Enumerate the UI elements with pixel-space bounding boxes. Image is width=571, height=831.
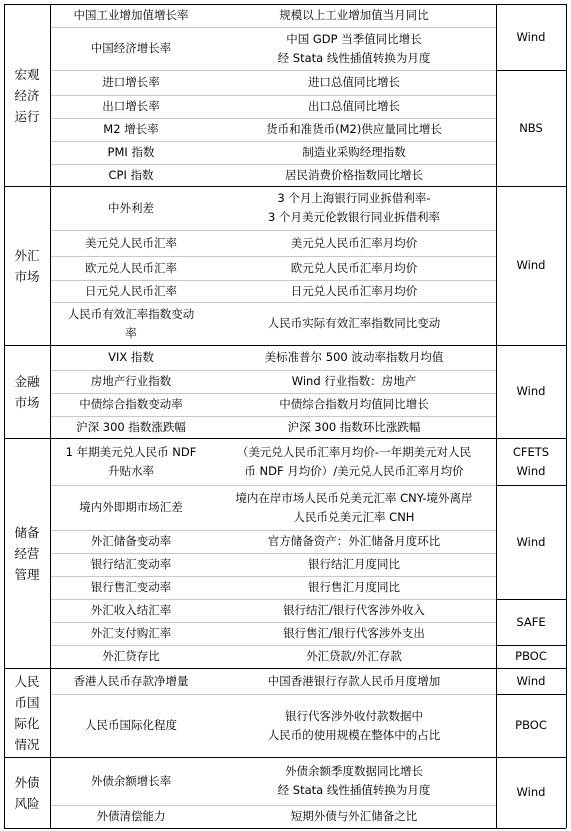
row-divider (496, 668, 566, 669)
row-divider (496, 757, 566, 758)
row-divider (50, 694, 496, 695)
row-divider (496, 599, 566, 600)
description-cell: 短期外债与外汇储备之比 (290, 809, 418, 823)
category-cell: 人民 币国 际化 情况 (14, 673, 40, 752)
description-cell: 中国 GDP 当季值同比增长 经 Stata 线性插值转换为月度 (277, 31, 431, 65)
description-cell: 沪深 300 指数环比涨跌幅 (287, 419, 421, 434)
row-divider (4, 438, 496, 439)
row-divider (50, 280, 496, 281)
description-cell: 美标准普尔 500 波动率指数月均值 (264, 350, 444, 364)
row-divider (4, 186, 496, 187)
indicator-cell: PMI 指数 (107, 145, 155, 159)
source-cell: PBOC (515, 649, 547, 663)
row-divider (50, 530, 496, 531)
row-divider (496, 345, 566, 346)
row-divider (50, 70, 496, 71)
indicator-cell: 中债综合指数变动率 (79, 397, 183, 411)
indicator-cell: 人民币国际化程度 (85, 718, 177, 732)
row-divider (50, 576, 496, 577)
description-cell: 出口总值同比增长 (308, 99, 400, 113)
description-cell: （美元兑人民币汇率月均价-一年期美元对人民 币 NDF 月均价）/美元兑人民币汇率月均价 (236, 444, 472, 478)
row-divider (50, 256, 496, 257)
indicator-cell: 银行售汇变动率 (90, 580, 172, 594)
row-divider (496, 485, 566, 486)
description-cell: 美元兑人民币汇率月均价 (290, 235, 418, 250)
indicator-cell: 沪深 300 指数涨跌幅 (76, 419, 186, 434)
indicator-cell: 进口增长率 (102, 75, 160, 89)
source-cell: Wind (516, 534, 546, 549)
indicator-cell: 房地产行业指数 (90, 374, 172, 388)
indicator-cell: M2 增长率 (103, 122, 159, 136)
description-cell: Wind 行业指数：房地产 (291, 374, 417, 388)
indicator-cell: 出口增长率 (102, 99, 160, 113)
description-cell: 中国香港银行存款人民币月度增加 (267, 673, 441, 688)
indicator-cell: 外汇支付购汇率 (90, 626, 172, 640)
description-cell: 欧元兑人民币汇率月均价 (290, 260, 418, 275)
description-cell: 人民币实际有效汇率指数同比变动 (267, 316, 441, 330)
row-divider (496, 438, 566, 439)
row-divider (496, 694, 566, 695)
row-divider (496, 186, 566, 187)
description-cell: 进口总值同比增长 (308, 75, 400, 89)
row-divider (50, 302, 496, 303)
description-cell: 日元兑人民币汇率月均价 (290, 283, 418, 298)
row-divider (50, 370, 496, 371)
description-cell: 银行结汇月度同比 (308, 557, 400, 571)
category-cell: 储备 经营 管理 (14, 524, 40, 582)
source-cell: Wind (516, 785, 546, 799)
source-cell: Wind (516, 258, 546, 272)
row-divider (4, 4, 496, 5)
row-divider (496, 828, 566, 829)
source-cell: SAFE (516, 614, 546, 629)
category-cell: 外债 风险 (14, 774, 40, 811)
indicator-cell: 中国经济增长率 (90, 41, 172, 55)
source-cell: Wind (516, 384, 546, 398)
description-cell: 外债余额季度数据同比增长 经 Stata 线性插值转换为月度 (277, 764, 431, 797)
row-divider (50, 622, 496, 623)
description-cell: 规模以上工业增加值当月同比 (279, 8, 429, 22)
description-cell: 货币和准货币(M2)供应量同比增长 (266, 122, 442, 136)
description-cell: 银行结汇/银行代客涉外收入 (283, 603, 425, 617)
description-cell: 官方储备资产：外汇储备月度环比 (267, 534, 441, 548)
row-divider (50, 393, 496, 394)
source-cell: Wind (516, 673, 546, 688)
row-divider (50, 553, 496, 554)
column-divider (566, 4, 567, 828)
row-divider (50, 164, 496, 165)
indicator-cell: 香港人民币存款净增量 (73, 673, 189, 688)
row-divider (496, 70, 566, 71)
description-cell: 3 个月上海银行同业拆借利率- 3 个月美元伦敦银行同业拆借利率 (268, 191, 440, 224)
indicator-cell: 外汇收入结汇率 (90, 603, 172, 617)
row-divider (50, 141, 496, 142)
row-divider (50, 27, 496, 28)
source-cell: PBOC (515, 718, 547, 732)
row-divider (4, 828, 496, 829)
description-cell: 银行代客涉外收付款数据中 人民币的使用规模在整体中的占比 (267, 708, 441, 742)
indicator-cell: 日元兑人民币汇率 (85, 283, 177, 298)
row-divider (496, 4, 566, 5)
indicator-cell: 外汇储备变动率 (90, 534, 172, 548)
row-divider (50, 230, 496, 231)
column-divider (50, 4, 51, 828)
column-divider (4, 4, 5, 828)
source-cell: Wind (516, 29, 546, 44)
description-cell: 中债综合指数月均值同比增长 (279, 397, 429, 411)
source-cell: CFETS Wind (512, 444, 550, 478)
description-cell: 外汇贷款/外汇存款 (306, 649, 402, 663)
row-divider (50, 95, 496, 96)
row-divider (4, 668, 496, 669)
row-divider (4, 345, 496, 346)
category-cell: 金融 市场 (14, 373, 40, 410)
row-divider (50, 118, 496, 119)
indicator-cell: 中外利差 (108, 200, 154, 215)
indicator-cell: CPI 指数 (108, 167, 154, 182)
description-cell: 银行售汇月度同比 (308, 580, 400, 594)
category-cell: 宏观 经济 运行 (14, 66, 40, 124)
description-cell: 银行售汇/银行代客涉外支出 (283, 626, 425, 640)
indicator-cell: 美元兑人民币汇率 (85, 235, 177, 250)
description-cell: 制造业采购经理指数 (302, 145, 406, 159)
indicator-cell: 欧元兑人民币汇率 (85, 260, 177, 275)
row-divider (50, 599, 496, 600)
indicator-cell: 银行结汇变动率 (90, 557, 172, 571)
indicator-cell: 1 年期美元兑人民币 NDF 升贴水率 (65, 444, 197, 478)
indicator-cell: 外汇贷存比 (102, 649, 160, 663)
row-divider (50, 416, 496, 417)
indicator-cell: 外债余额增长率 (90, 773, 172, 788)
indicator-cell: 外债清偿能力 (96, 809, 166, 823)
indicator-cell: VIX 指数 (108, 350, 154, 364)
row-divider (50, 485, 496, 486)
indicator-cell: 人民币有效汇率指数变动 率 (67, 306, 195, 340)
description-cell: 境内在岸市场人民币兑美元汇率 CNY-境外离岸 人民币兑美元汇率 CNH (235, 490, 473, 524)
row-divider (50, 645, 496, 646)
category-cell: 外汇 市场 (14, 247, 40, 284)
indicator-cell: 境内外即期市场汇差 (79, 500, 183, 514)
row-divider (4, 757, 496, 758)
row-divider (496, 645, 566, 646)
indicator-cell: 中国工业增加值增长率 (73, 8, 189, 22)
column-divider (496, 4, 497, 828)
description-cell: 居民消费价格指数同比增长 (285, 167, 423, 182)
source-cell: NBS (519, 120, 543, 135)
row-divider (50, 805, 496, 806)
